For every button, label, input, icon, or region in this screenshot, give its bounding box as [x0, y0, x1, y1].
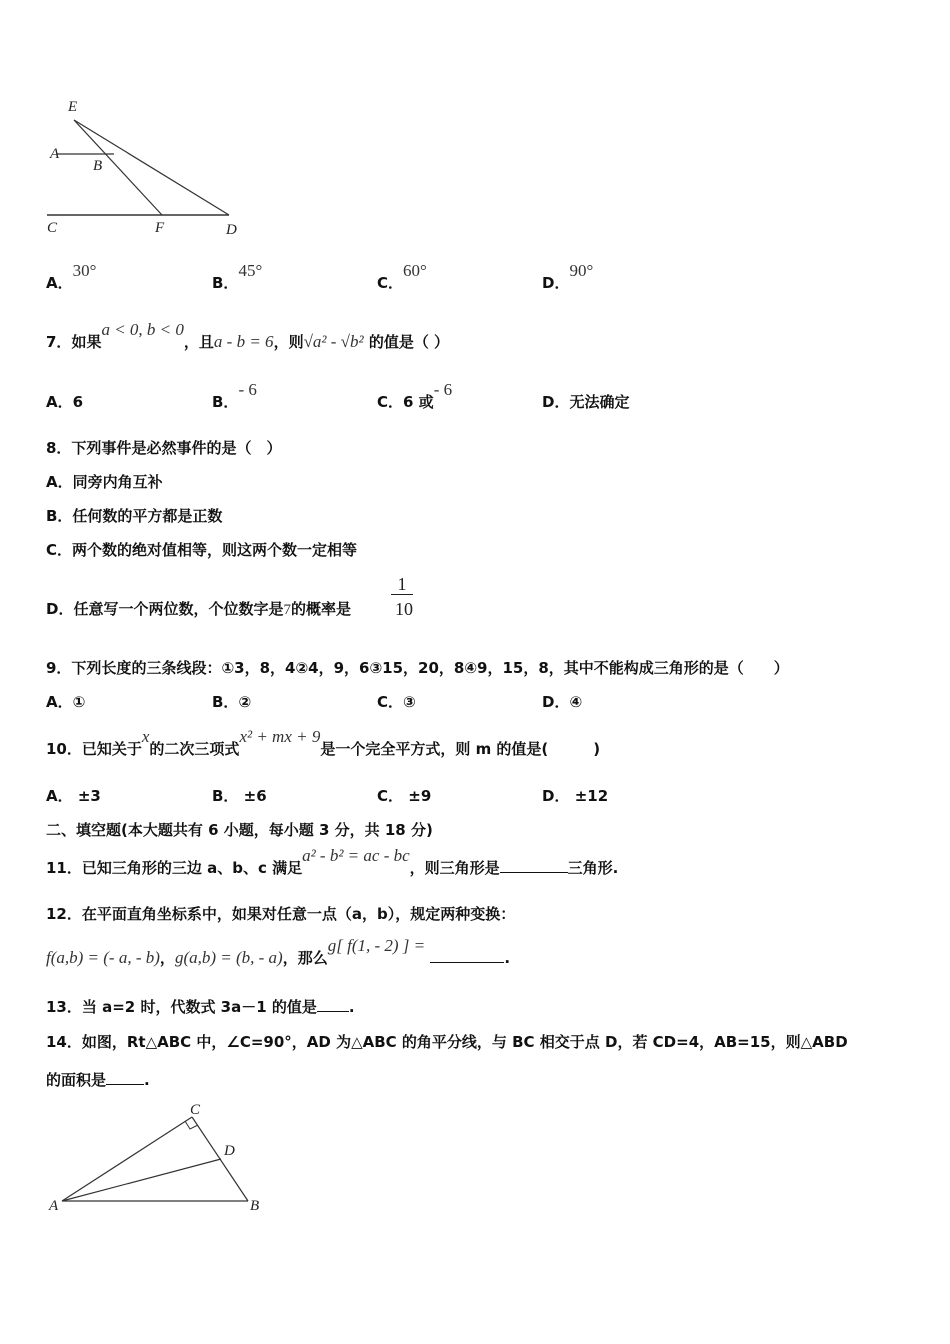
q7-option-b: B．- 6	[212, 380, 257, 411]
question-7: 7．如果a < 0, b < 0，且a - b = 6，则√a² - √b² 的值是（ ）	[46, 320, 450, 351]
question-14-line2: 的面积是 .	[46, 1071, 150, 1089]
q10-option-a: A． ±3	[46, 787, 101, 805]
q9-option-a: A．①	[46, 693, 86, 711]
q8-option-c: C．两个数的绝对值相等，则这两个数一定相等	[46, 541, 358, 559]
q7-option-a: A．6	[46, 393, 84, 411]
fraction-numerator: 1	[391, 574, 413, 595]
label-b: B	[250, 1198, 260, 1214]
question-14: 14．如图，Rt△ABC 中，∠C=90°，AD 为△ABC 的角平分线，与 BC 相交于点 D，若 CD=4，AB=15，则△ABD	[46, 1033, 848, 1051]
answer-blank[interactable]	[317, 997, 349, 1012]
q6-option-b: B．45°	[212, 261, 263, 292]
label-c: C	[47, 220, 58, 236]
q10-option-b: B． ±6	[212, 787, 267, 805]
label-f: F	[155, 220, 165, 236]
fraction-denominator: 10	[395, 599, 413, 619]
q10-option-d: D． ±12	[542, 787, 609, 805]
q9-option-c: C．③	[377, 693, 416, 711]
figure-right-triangle-abc	[40, 1098, 280, 1218]
label-d: D	[226, 222, 237, 238]
question-8: 8．下列事件是必然事件的是（ ）	[46, 439, 282, 457]
q6-option-d: D．90°	[542, 261, 594, 292]
label-b: B	[93, 158, 103, 174]
label-a: A	[50, 146, 60, 162]
q7-option-d: D．无法确定	[542, 393, 630, 411]
q9-option-b: B．②	[212, 693, 252, 711]
q8-option-a: A．同旁内角互补	[46, 473, 163, 491]
q10-option-c: C． ±9	[377, 787, 432, 805]
question-9: 9．下列长度的三条线段：①3，8，4②4，9，6③15，20，8④9，15，8，其中不能构成三角形的是（ ）	[46, 659, 789, 677]
label-c: C	[190, 1102, 201, 1118]
q6-option-a: A．30°	[46, 261, 97, 292]
label-d: D	[224, 1143, 235, 1159]
q8-option-b: B．任何数的平方都是正数	[46, 507, 223, 525]
question-10: 10．已知关于x的二次三项式x² + mx + 9是一个完全平方式，则 m 的值是( )	[46, 727, 601, 758]
q9-option-d: D．④	[542, 693, 583, 711]
q7-option-c: C．6 或- 6	[377, 380, 453, 411]
label-a: A	[49, 1198, 59, 1214]
question-13: 13．当 a=2 时，代数式 3a－1 的值是 .	[46, 998, 355, 1016]
answer-blank[interactable]	[430, 948, 504, 963]
q6-option-c: C．60°	[377, 261, 427, 292]
label-e: E	[68, 99, 78, 115]
section-2-heading: 二、填空题(本大题共有 6 小题，每小题 3 分，共 18 分)	[46, 821, 433, 839]
q8-option-d: D．任意写一个两位数，个位数字是7的概率是	[46, 600, 351, 618]
question-12: 12．在平面直角坐标系中，如果对任意一点（a，b），规定两种变换：	[46, 905, 516, 923]
question-11: 11．已知三角形的三边 a、b、c 满足a² - b² = ac - bc，则三角形是 三角形.	[46, 846, 619, 877]
question-12-formula: f(a,b) = (- a, - b)，g(a,b) = (b, - a)，那么g[ f(1, - 2) ] = .	[46, 936, 511, 967]
figure-triangle-edf	[40, 95, 260, 245]
answer-blank[interactable]	[106, 1070, 144, 1085]
